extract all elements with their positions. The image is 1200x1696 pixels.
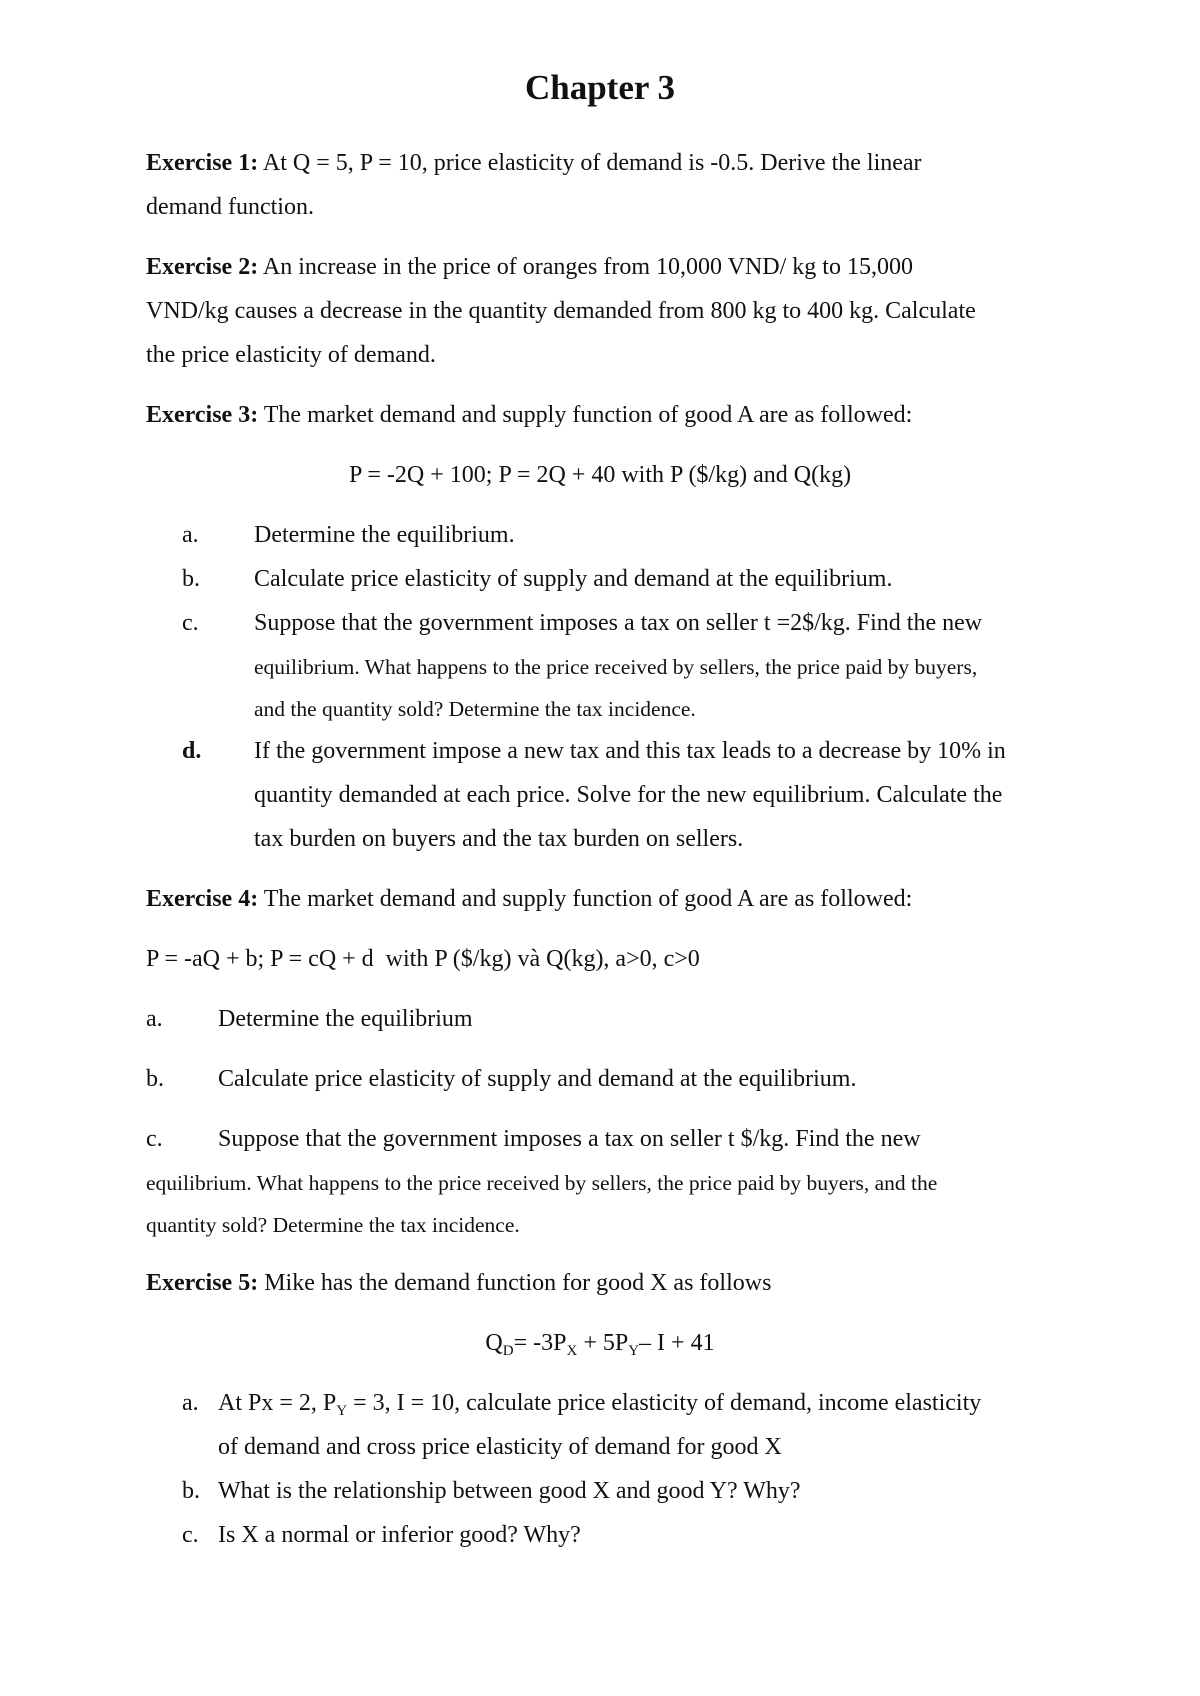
exercise-1-line-1: Exercise 1: At Q = 5, P = 10, price elasticity of demand is -0.5. Derive the linear (146, 150, 922, 176)
exercise-3-item-d-line-1: If the government impose a new tax and this tax leads to a decrease by 10% in (254, 738, 1006, 764)
exercise-3-item-b-marker: b. (182, 566, 200, 592)
exercise-4-item-b-text: Calculate price elasticity of supply and demand at the equilibrium. (218, 1066, 857, 1092)
exercise-1-line-2: demand function. (146, 194, 314, 220)
exercise-4-line-1: Exercise 4: The market demand and supply function of good A are as followed: (146, 886, 913, 912)
exercise-2-label: Exercise 2: (146, 254, 259, 280)
chapter-title: Chapter 3 (524, 68, 676, 107)
exercise-4-item-b-marker: b. (146, 1066, 164, 1092)
exercise-4-item-c-marker: c. (146, 1126, 163, 1152)
exercise-3-equation: P = -2Q + 100; P = 2Q + 40 with P ($/kg) and Q(kg) (348, 462, 852, 488)
exercise-5-item-a-marker: a. (182, 1390, 199, 1416)
exercise-3-line-1: Exercise 3: The market demand and supply function of good A are as followed: (146, 402, 913, 428)
exercise-3-item-c-marker: c. (182, 610, 199, 636)
exercise-3-item-d-marker: d. (182, 738, 202, 764)
exercise-5-item-b-marker: b. (182, 1478, 200, 1504)
exercise-2-line-1: Exercise 2: An increase in the price of oranges from 10,000 VND/ kg to 15,000 (146, 254, 913, 280)
exercise-4-item-c-line-3: quantity sold? Determine the tax incidence. (146, 1213, 520, 1237)
exercise-3-item-d-line-2: quantity demanded at each price. Solve for the new equilibrium. Calculate the (254, 782, 1003, 808)
exercise-5-equation: $Q_D= -3P_X + 5P_Y-$ I + 41 (485, 1330, 715, 1359)
exercise-5-item-c-text: Is X a normal or inferior good? Why? (218, 1522, 581, 1548)
exercise-3-item-c-line-3: and the quantity sold? Determine the tax incidence. (254, 697, 696, 721)
exercise-5-label: Exercise 5: (146, 1270, 259, 1296)
exercise-3-item-d-line-3: tax burden on buyers and the tax burden on sellers. (254, 826, 744, 852)
exercise-3-item-a-marker: a. (182, 522, 199, 548)
exercise-5-item-b-text: What is the relationship between good X and good Y? Why? (218, 1478, 801, 1504)
exercise-3-item-a-text: Determine the equilibrium. (254, 522, 515, 548)
exercise-2-line-3: the price elasticity of demand. (146, 342, 436, 368)
exercise-4-label: Exercise 4: (146, 886, 259, 912)
exercise-4-item-c-line-1: Suppose that the government imposes a tax on seller t $/kg. Find the new (218, 1126, 921, 1152)
exercise-4-item-a-marker: a. (146, 1006, 163, 1032)
exercise-3-item-c-line-1: Suppose that the government imposes a tax on seller t =2$/kg. Find the new (254, 610, 983, 636)
exercise-5-item-c-marker: c. (182, 1522, 199, 1548)
exercise-5-item-a-line-1: At Px = 2, $P_Y = 3$, I = 10, calculate price elasticity of demand, income elasticity (218, 1390, 982, 1419)
exercise-4-item-a-text: Determine the equilibrium (218, 1006, 473, 1032)
exercise-3-item-b-text: Calculate price elasticity of supply and demand at the equilibrium. (254, 566, 893, 592)
exercise-3-item-c-line-2: equilibrium. What happens to the price received by sellers, the price paid by buyers, (254, 655, 978, 679)
exercise-5-line-1: Exercise 5: Mike has the demand function for good X as follows (146, 1270, 772, 1296)
exercise-5-item-a-line-2: of demand and cross price elasticity of demand for good X (218, 1434, 782, 1460)
exercise-3-label: Exercise 3: (146, 402, 259, 428)
exercise-2-line-2: VND/kg causes a decrease in the quantity demanded from 800 kg to 400 kg. Calculate (146, 298, 976, 324)
exercise-1-label: Exercise 1: (146, 150, 259, 176)
exercise-4-equation: P = -aQ + b; P = cQ + d with P ($/kg) và Q(kg), a>0, c>0 (146, 946, 700, 972)
exercise-4-item-c-line-2: equilibrium. What happens to the price received by sellers, the price paid by buyers, and the (146, 1171, 938, 1195)
